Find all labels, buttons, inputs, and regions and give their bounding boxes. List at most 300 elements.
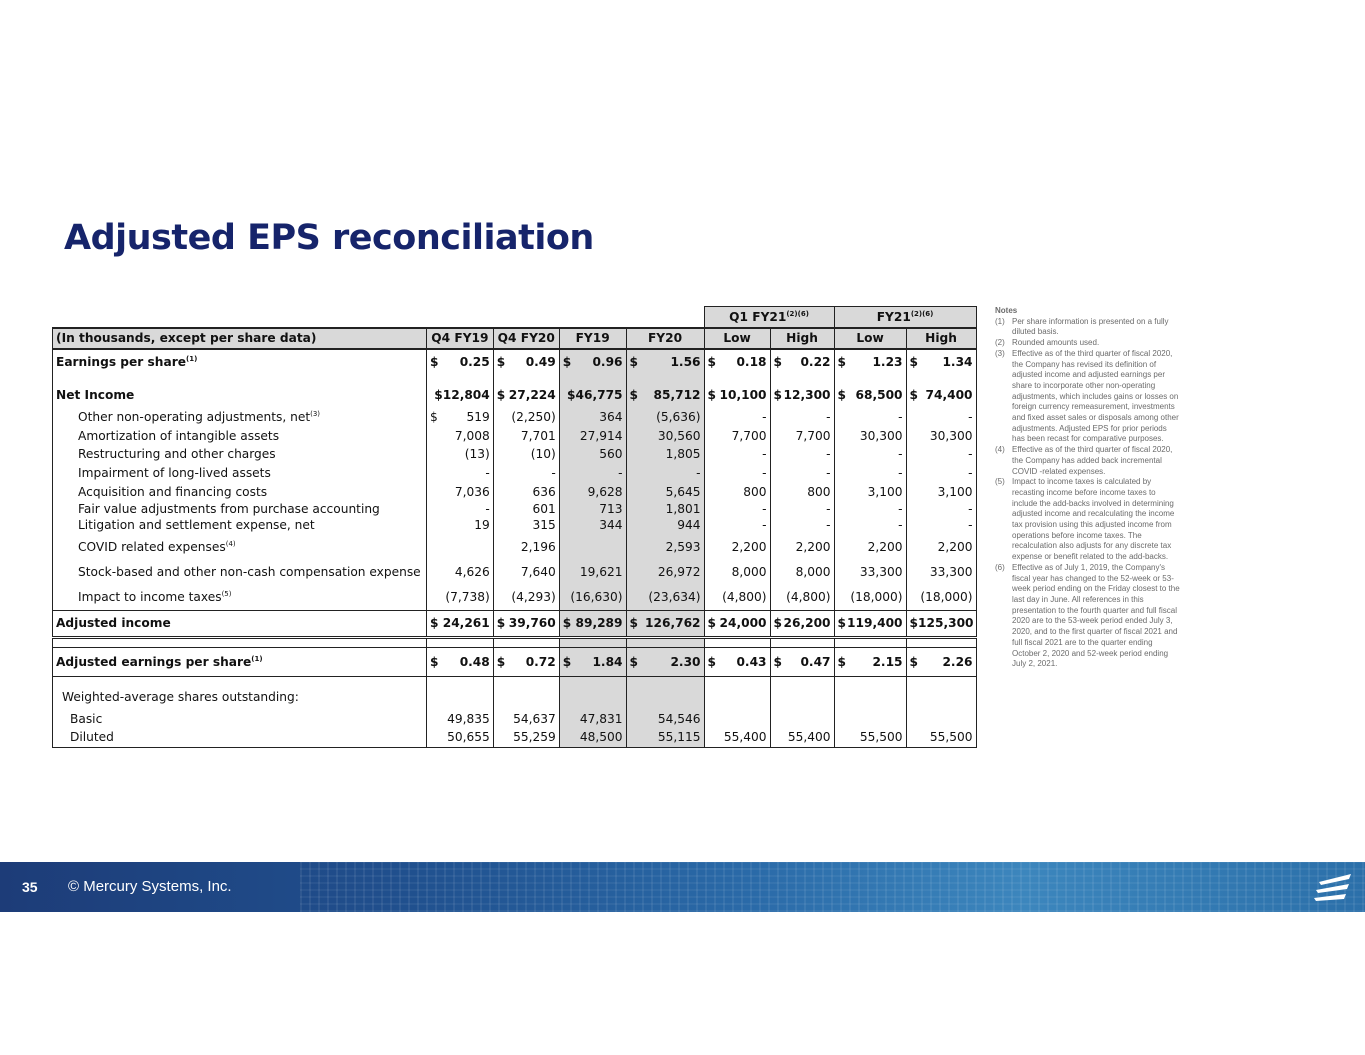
table-row-litigation — [53, 516, 977, 535]
note-text: Per share information is presented on a fully diluted basis. — [1012, 316, 1169, 337]
value-cell — [704, 349, 770, 375]
table-row-weighted-avg — [53, 685, 977, 710]
value-cell — [626, 710, 704, 729]
value-cell — [704, 610, 770, 637]
cell-value: 48,500 — [579, 730, 623, 745]
value-cell — [770, 685, 834, 710]
column-header: High — [906, 328, 976, 349]
value-cell — [770, 502, 834, 516]
cell-value: (7,738) — [445, 589, 490, 604]
cell-value: - — [968, 466, 973, 481]
currency-symbol: $ — [837, 354, 847, 369]
column-header: Q4 FY20 — [493, 328, 559, 349]
row-label — [53, 427, 427, 446]
footnote-ref: (5) — [221, 589, 232, 598]
value-cell — [626, 610, 704, 637]
row-label-text: Adjusted earnings per share — [56, 654, 252, 669]
value-cell — [906, 427, 976, 446]
value-cell — [834, 502, 906, 516]
footnote-ref: (1) — [186, 354, 198, 363]
value-cell — [559, 728, 626, 747]
value-cell — [834, 383, 906, 408]
cell-value: (2,250) — [511, 409, 556, 424]
notes-list — [995, 317, 1181, 670]
notes-heading: Notes — [995, 306, 1018, 315]
value-cell — [770, 464, 834, 483]
cell-value: 7,700 — [795, 428, 831, 443]
cell-value: - — [898, 501, 903, 516]
cell-value: - — [485, 501, 490, 516]
spacer-row — [53, 637, 977, 647]
value-cell — [559, 445, 626, 464]
q1-fy21-group-header: Q1 $FY21^{(2)(6)}$ — [704, 307, 834, 329]
cell-value: 3,100 — [867, 484, 903, 499]
spacer-cell — [626, 637, 704, 647]
table-row-impairment — [53, 464, 977, 483]
spacer-cell — [770, 676, 834, 685]
value-cell — [770, 585, 834, 611]
mercury-logo-icon — [1313, 872, 1353, 904]
value-cell — [834, 585, 906, 611]
row-label-text: Diluted — [70, 730, 114, 745]
value-cell — [906, 445, 976, 464]
cell-value: 55,259 — [513, 730, 556, 745]
cell-value: 55,500 — [859, 730, 903, 745]
table-row-covid — [53, 535, 977, 560]
value-cell — [493, 728, 559, 747]
value-cell — [704, 685, 770, 710]
value-cell — [906, 647, 976, 676]
currency-symbol: $ — [496, 615, 506, 630]
value-cell — [704, 383, 770, 408]
table-row-tax-impact — [53, 585, 977, 611]
cell-value: 1.34 — [942, 354, 973, 369]
value-cell — [834, 535, 906, 560]
cell-value: - — [898, 517, 903, 532]
cell-value: 26,200 — [783, 615, 831, 630]
note-number: (2) — [995, 338, 1005, 348]
value-cell — [906, 685, 976, 710]
row-label — [53, 408, 427, 427]
currency-symbol: $ — [496, 354, 506, 369]
cell-value: 2,196 — [520, 539, 556, 554]
copyright-text: © Mercury Systems, Inc. — [68, 878, 232, 895]
footnote-ref: (3) — [310, 409, 321, 418]
value-cell — [704, 464, 770, 483]
note-item — [995, 338, 1181, 349]
value-cell — [626, 647, 704, 676]
cell-value: - — [762, 409, 767, 424]
value-cell — [427, 610, 494, 637]
value-cell — [427, 647, 494, 676]
row-label — [53, 647, 427, 676]
currency-symbol: $ — [707, 354, 717, 369]
currency-symbol: $ — [909, 654, 919, 669]
currency-symbol: $ — [629, 615, 639, 630]
cell-value: 55,400 — [723, 730, 767, 745]
currency-symbol: $ — [629, 387, 639, 402]
cell-value: 7,700 — [731, 428, 767, 443]
cell-value: 55,115 — [657, 730, 701, 745]
value-cell — [559, 408, 626, 427]
table-row-diluted — [53, 728, 977, 747]
footer-bar — [0, 862, 1365, 912]
value-cell — [834, 647, 906, 676]
group-header-row — [53, 307, 977, 329]
note-number: (4) — [995, 445, 1005, 455]
spacer-cell — [559, 637, 626, 647]
value-cell — [626, 349, 704, 375]
row-label-text: Other non-operating adjustments, net — [78, 409, 311, 424]
value-cell — [906, 560, 976, 585]
row-label-text: COVID related expenses — [78, 539, 226, 554]
value-cell — [427, 728, 494, 747]
value-cell — [559, 464, 626, 483]
cell-value: - — [968, 409, 973, 424]
spacer-cell — [53, 676, 427, 685]
cell-value: $46,775 — [567, 387, 623, 402]
value-cell — [559, 516, 626, 535]
value-cell — [834, 445, 906, 464]
row-label-text: Net Income — [56, 387, 135, 402]
spacer-row — [53, 375, 977, 383]
value-cell — [493, 383, 559, 408]
cell-value: 126,762 — [645, 615, 701, 630]
value-cell — [427, 685, 494, 710]
value-cell — [770, 349, 834, 375]
page-title: Adjusted EPS reconciliation — [64, 218, 594, 258]
cell-value: 8,000 — [731, 564, 767, 579]
value-cell — [427, 710, 494, 729]
value-cell — [834, 560, 906, 585]
value-cell — [704, 560, 770, 585]
cell-value: 344 — [599, 517, 623, 532]
currency-symbol: $ — [496, 654, 506, 669]
footnote-ref: (4) — [225, 539, 236, 548]
cell-value: 3,100 — [937, 484, 973, 499]
value-cell — [427, 502, 494, 516]
row-label — [53, 445, 427, 464]
row-label-text: Weighted-average shares outstanding: — [62, 689, 299, 704]
value-cell — [626, 464, 704, 483]
cell-value: 4,626 — [454, 564, 490, 579]
value-cell — [493, 483, 559, 502]
currency-symbol: $ — [707, 654, 717, 669]
cell-value: (18,000) — [850, 589, 903, 604]
table-header-label: (In thousands, except per share data) — [53, 328, 427, 349]
spacer-cell — [559, 375, 626, 383]
value-cell — [626, 408, 704, 427]
value-cell — [427, 483, 494, 502]
row-label — [53, 483, 427, 502]
cell-value: 12,300 — [783, 387, 831, 402]
value-cell — [559, 483, 626, 502]
spacer-cell — [626, 375, 704, 383]
cell-value: - — [826, 447, 831, 462]
currency-symbol: $ — [837, 387, 847, 402]
note-text: Effective as of the third quarter of fiscal 2020, the Company has added back incremental COVID -related expenses. — [1012, 445, 1173, 476]
currency-symbol: $ — [496, 387, 506, 402]
value-cell — [493, 427, 559, 446]
cell-value: 85,712 — [653, 387, 701, 402]
value-cell — [626, 560, 704, 585]
cell-value: (5,636) — [656, 409, 701, 424]
cell-value: - — [762, 501, 767, 516]
notes-panel — [995, 306, 1181, 670]
cell-value: 54,637 — [513, 711, 556, 726]
value-cell — [559, 535, 626, 560]
cell-value: 8,000 — [795, 564, 831, 579]
row-label-text: Amortization of intangible assets — [78, 428, 280, 443]
column-header: Q4 FY19 — [427, 328, 494, 349]
note-item — [995, 477, 1181, 563]
cell-value: 55,500 — [929, 730, 973, 745]
currency-symbol: $ — [562, 354, 572, 369]
cell-value: (4,800) — [722, 589, 767, 604]
row-label-text: Basic — [70, 711, 103, 726]
value-cell — [770, 445, 834, 464]
currency-symbol: $ — [430, 409, 438, 424]
value-cell — [704, 710, 770, 729]
value-cell — [770, 483, 834, 502]
footnote-ref: (1) — [251, 654, 263, 663]
cell-value: 30,560 — [657, 428, 701, 443]
cell-value: - — [826, 517, 831, 532]
cell-value: 27,914 — [579, 428, 623, 443]
value-cell — [493, 560, 559, 585]
value-cell — [559, 710, 626, 729]
cell-value: 601 — [532, 501, 556, 516]
value-cell — [704, 502, 770, 516]
spacer-cell — [493, 676, 559, 685]
note-item — [995, 563, 1181, 670]
value-cell — [626, 427, 704, 446]
value-cell — [427, 408, 494, 427]
row-label — [53, 502, 427, 516]
value-cell — [770, 560, 834, 585]
value-cell — [704, 535, 770, 560]
value-cell — [834, 685, 906, 710]
value-cell — [427, 585, 494, 611]
value-cell — [770, 535, 834, 560]
value-cell — [704, 516, 770, 535]
cell-value: 27,224 — [508, 387, 556, 402]
cell-value: - — [826, 409, 831, 424]
value-cell — [427, 383, 494, 408]
spacer-cell — [906, 637, 976, 647]
value-cell — [834, 610, 906, 637]
value-cell — [704, 445, 770, 464]
note-text: Effective as of July 1, 2019, the Company's fiscal year has changed to the 52-week or 53-week period ending on the Friday closest to the last day in June. All references in this presentation to the fourth quarter and full fiscal 2020 are to the 53-week period ended July 3, 2020, and to the first quarter of fiscal 2021 and full fiscal 2021 are to the quarter ending October 2, 2020 and 52-week period ending July 2, 2021. — [1012, 562, 1180, 669]
currency-symbol: $ — [773, 387, 783, 402]
currency-symbol: $ — [629, 354, 639, 369]
cell-value: 0.49 — [525, 354, 556, 369]
spacer-cell — [704, 676, 770, 685]
value-cell — [559, 427, 626, 446]
currency-symbol: $ — [430, 354, 439, 369]
column-header: Low — [704, 328, 770, 349]
cell-value: 0.25 — [459, 354, 490, 369]
value-cell — [704, 483, 770, 502]
value-cell — [427, 349, 494, 375]
spacer-cell — [834, 676, 906, 685]
table-row-fair-value — [53, 502, 977, 516]
value-cell — [626, 585, 704, 611]
cell-value: 7,701 — [520, 428, 556, 443]
cell-value: 800 — [743, 484, 767, 499]
cell-value: (10) — [530, 447, 556, 462]
value-cell — [559, 502, 626, 516]
table-row-restructuring — [53, 445, 977, 464]
cell-value: 39,760 — [508, 615, 556, 630]
value-cell — [834, 464, 906, 483]
value-cell — [559, 647, 626, 676]
value-cell — [626, 483, 704, 502]
value-cell — [906, 610, 976, 637]
footer-texture — [300, 862, 1365, 912]
value-cell — [626, 535, 704, 560]
value-cell — [626, 728, 704, 747]
cell-value: - — [898, 409, 903, 424]
cell-value: - — [696, 466, 701, 481]
eps-reconciliation-table — [52, 306, 977, 748]
note-item — [995, 349, 1181, 445]
cell-value: 10,100 — [719, 387, 767, 402]
value-cell — [626, 502, 704, 516]
currency-symbol: $ — [707, 615, 717, 630]
value-cell — [704, 585, 770, 611]
row-label — [53, 349, 427, 375]
value-cell — [493, 535, 559, 560]
cell-value: (23,634) — [648, 589, 701, 604]
cell-value: 5,645 — [665, 484, 701, 499]
cell-value: 0.96 — [592, 354, 623, 369]
row-label — [53, 560, 427, 585]
row-label — [53, 464, 427, 483]
cell-value: 26,972 — [657, 564, 701, 579]
row-label-text: Litigation and settlement expense, net — [78, 517, 315, 532]
cell-value: 2,200 — [731, 539, 767, 554]
value-cell — [493, 647, 559, 676]
currency-symbol: $ — [707, 387, 717, 402]
cell-value: - — [485, 466, 490, 481]
spacer-cell — [427, 375, 494, 383]
spacer-cell — [493, 375, 559, 383]
cell-value: 2,200 — [795, 539, 831, 554]
note-number: (6) — [995, 562, 1005, 572]
value-cell — [770, 408, 834, 427]
table-row-basic — [53, 710, 977, 729]
cell-value: - — [826, 501, 831, 516]
spacer-row — [53, 676, 977, 685]
value-cell — [559, 610, 626, 637]
cell-value: $ 24,261 — [430, 615, 490, 630]
cell-value: 74,400 — [925, 387, 973, 402]
cell-value: - — [898, 447, 903, 462]
cell-value: 2.26 — [942, 654, 973, 669]
currency-symbol: $ — [773, 654, 783, 669]
value-cell — [834, 427, 906, 446]
value-cell — [427, 535, 494, 560]
column-header: FY20 — [626, 328, 704, 349]
value-cell — [906, 728, 976, 747]
cell-value: 30,300 — [929, 428, 973, 443]
row-label-text: Stock-based and other non-cash compensation expense — [78, 564, 421, 579]
cell-value: (16,630) — [570, 589, 623, 604]
cell-value: 1,805 — [665, 447, 701, 462]
note-number: (5) — [995, 477, 1005, 487]
cell-value: 944 — [677, 517, 701, 532]
currency-symbol: $ — [629, 654, 639, 669]
cell-value: 0.47 — [800, 654, 831, 669]
value-cell — [906, 502, 976, 516]
value-cell — [559, 585, 626, 611]
cell-value: 1.23 — [872, 354, 903, 369]
note-item — [995, 317, 1181, 338]
value-cell — [834, 710, 906, 729]
cell-value: (4,293) — [511, 589, 556, 604]
spacer-cell — [493, 637, 559, 647]
column-header-row — [53, 328, 977, 349]
currency-symbol: $ — [837, 615, 847, 630]
cell-value: - — [826, 466, 831, 481]
spacer-cell — [626, 676, 704, 685]
value-cell — [626, 383, 704, 408]
cell-value: 2.30 — [670, 654, 701, 669]
cell-value: 7,008 — [454, 428, 490, 443]
cell-value: - — [618, 466, 623, 481]
currency-symbol: $ — [909, 615, 919, 630]
cell-value: 1.84 — [592, 654, 623, 669]
value-cell — [906, 464, 976, 483]
note-item — [995, 445, 1181, 477]
note-number: (1) — [995, 316, 1005, 326]
value-cell — [906, 535, 976, 560]
fy21-group-header: $FY21^{(2)(6)}$ — [834, 307, 976, 329]
cell-value: 2.15 — [872, 654, 903, 669]
cell-value: 0.18 — [736, 354, 767, 369]
table-row-adjusted-income — [53, 610, 977, 637]
spacer-cell — [834, 637, 906, 647]
cell-value: 33,300 — [859, 564, 903, 579]
spacer-cell — [427, 637, 494, 647]
cell-value: 125,300 — [918, 615, 974, 630]
cell-value: 800 — [807, 484, 831, 499]
value-cell — [493, 408, 559, 427]
row-label-text: Adjusted income — [56, 615, 171, 630]
value-cell — [834, 483, 906, 502]
spacer-cell — [906, 375, 976, 383]
value-cell — [770, 383, 834, 408]
value-cell — [906, 710, 976, 729]
column-header: FY19 — [559, 328, 626, 349]
column-header: Low — [834, 328, 906, 349]
table-row-other-nonop — [53, 408, 977, 427]
value-cell — [770, 610, 834, 637]
value-cell — [493, 685, 559, 710]
row-label-text: Restructuring and other charges — [78, 447, 276, 462]
cell-value: 1,801 — [665, 501, 701, 516]
row-label-text: Impairment of long-lived assets — [78, 466, 271, 481]
value-cell — [834, 349, 906, 375]
column-header: High — [770, 328, 834, 349]
value-cell — [834, 516, 906, 535]
value-cell — [493, 464, 559, 483]
row-label — [53, 685, 427, 710]
row-label-text: Earnings per share — [56, 354, 186, 369]
row-label — [53, 585, 427, 611]
cell-value: 0.72 — [525, 654, 556, 669]
